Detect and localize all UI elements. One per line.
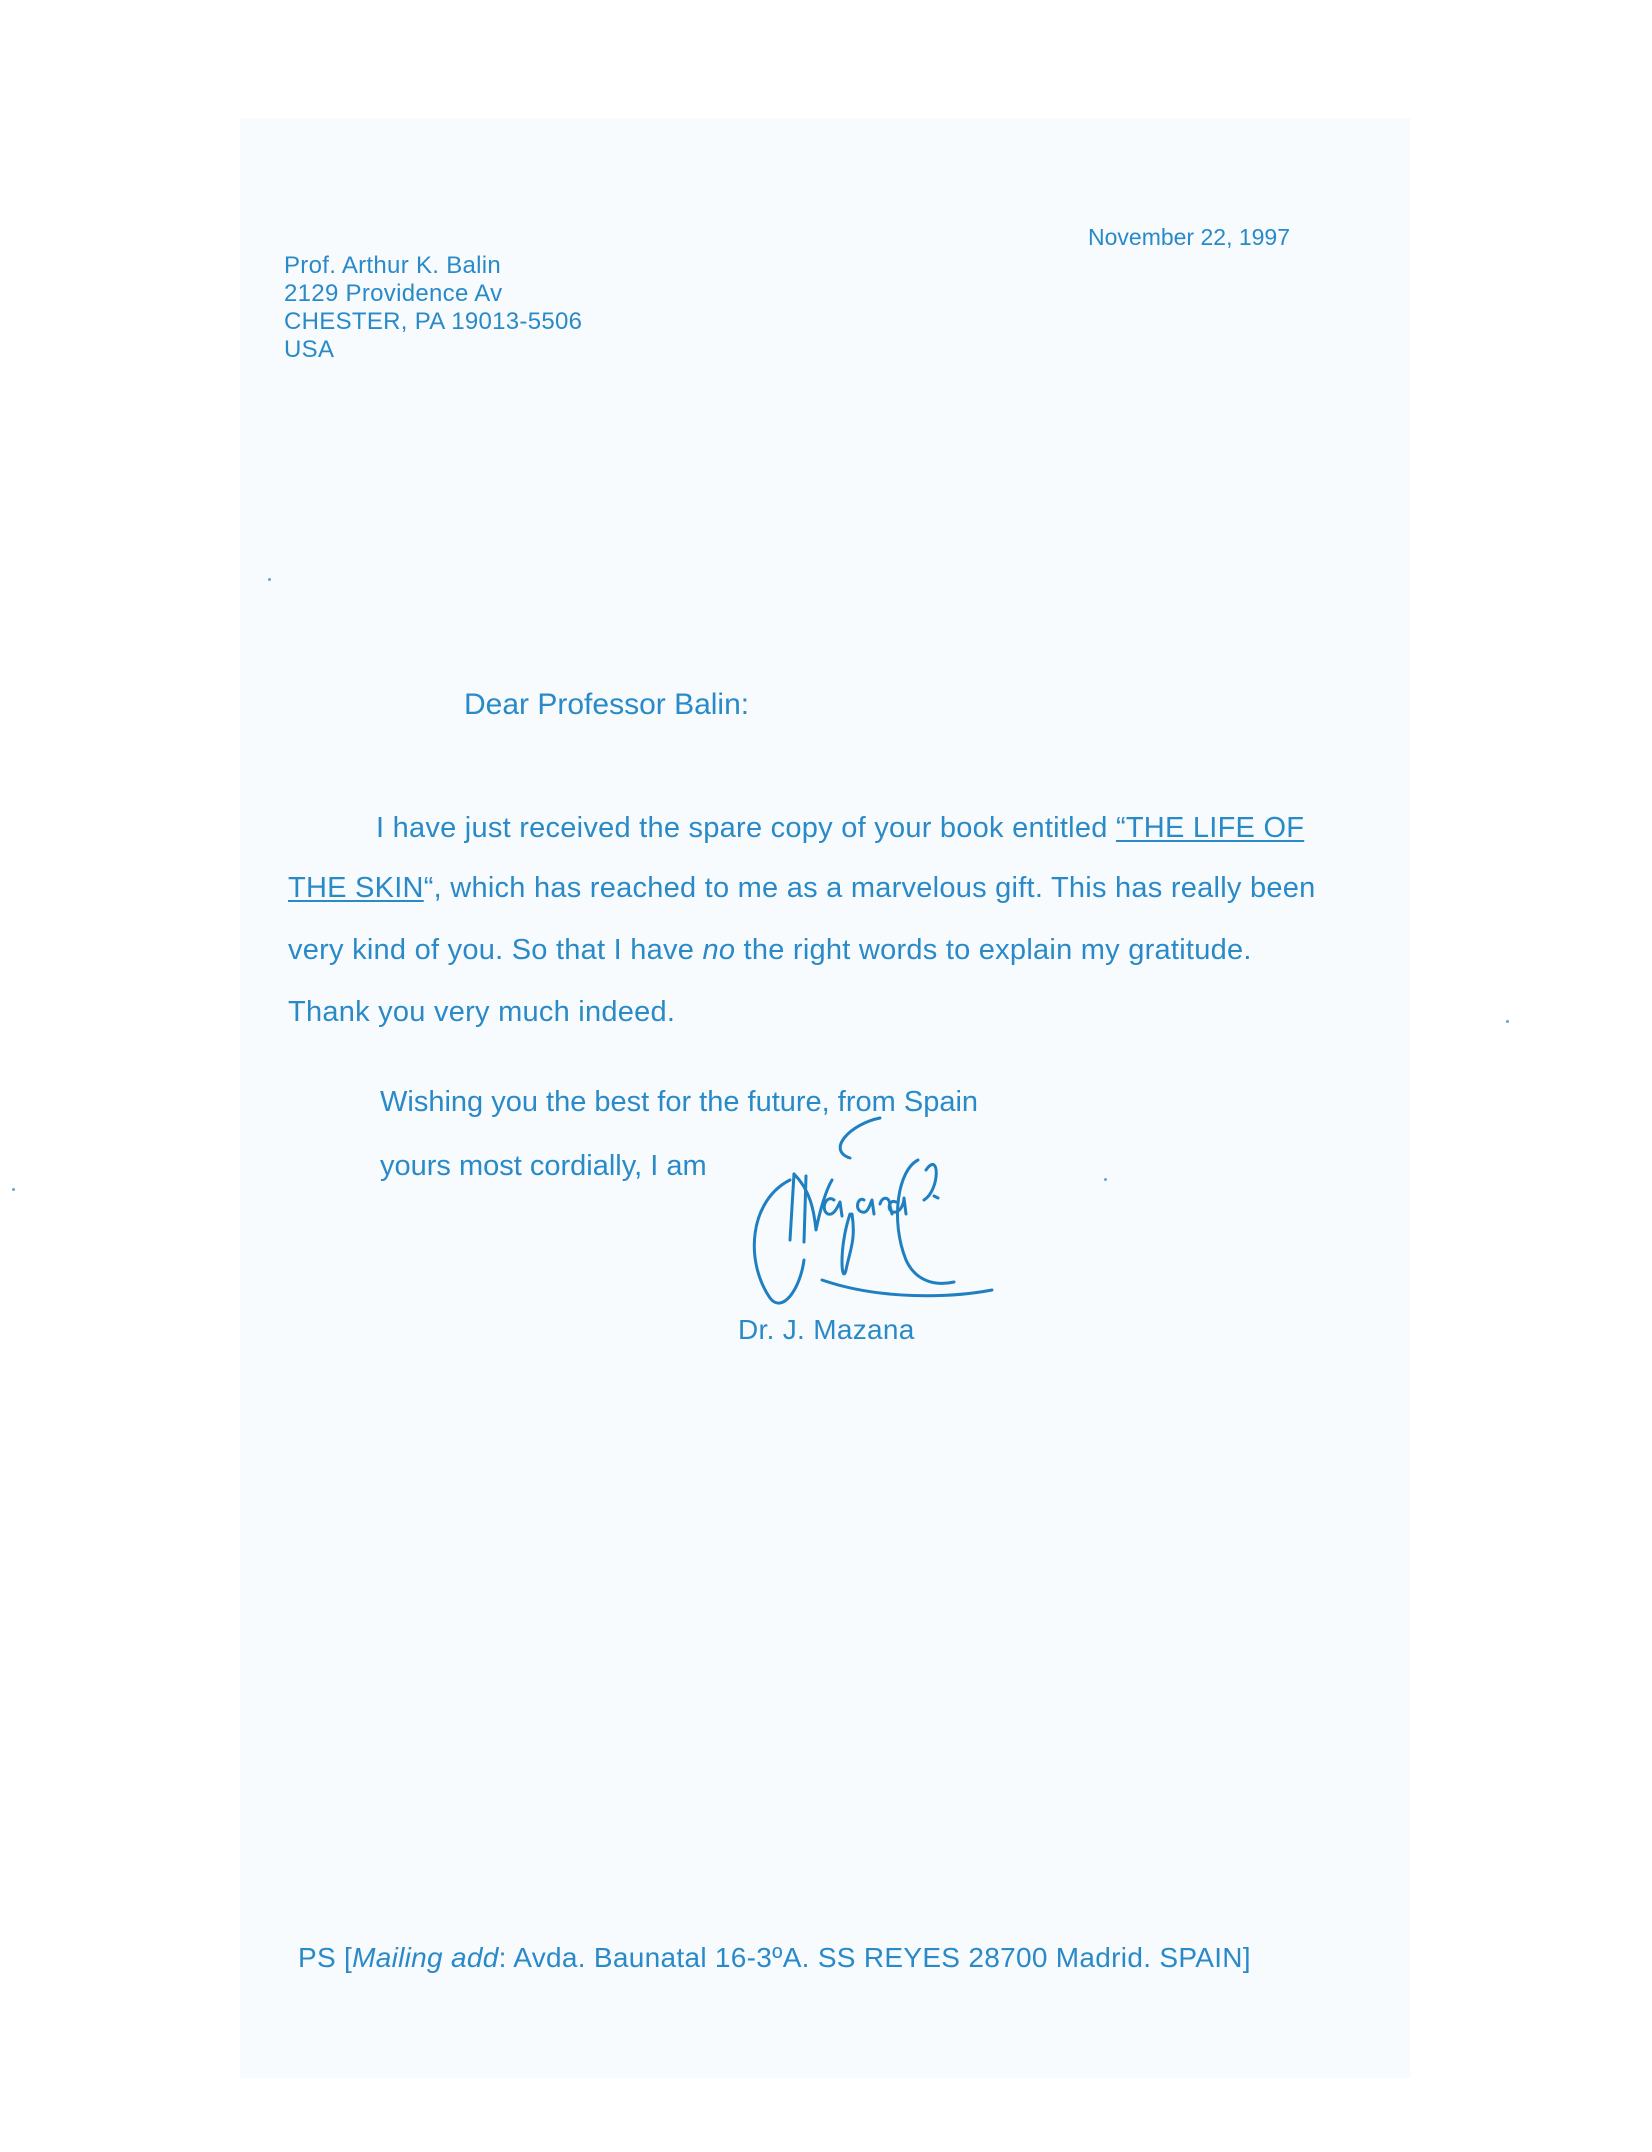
recipient-street: 2129 Providence Av: [284, 280, 503, 307]
body-text: “, which has reached to me as a marvelous gift. This has really been: [423, 872, 1316, 904]
paper-speck: [12, 1188, 15, 1191]
salutation: Dear Professor Balin:: [464, 688, 750, 721]
ps-address: : Avda. Baunatal 16-3ºA. SS REYES 28700 Madrid. SPAIN]: [498, 1942, 1251, 1973]
recipient-city: CHESTER, PA 19013-5506: [284, 308, 583, 335]
paper-speck: [268, 578, 271, 581]
book-title-part-2: THE SKIN: [288, 872, 424, 904]
body-line-3: [288, 934, 1252, 967]
postscript-mailing-address: [298, 1942, 1251, 1974]
ps-label: Mailing add: [352, 1942, 499, 1973]
body-line-1: [376, 812, 1304, 845]
letter-date: November 22, 1997: [1088, 224, 1291, 250]
ps-prefix: PS [: [298, 1942, 353, 1973]
recipient-name: Prof. Arthur K. Balin: [284, 252, 502, 279]
body-text: very kind of you. So that I have: [288, 934, 703, 966]
book-title-part-1: “THE LIFE OF: [1115, 812, 1305, 844]
body-text: I have just received the spare copy of your book entitled: [376, 812, 1116, 844]
body-text: the right words to explain my gratitude.: [735, 934, 1252, 966]
emphasis-word: no: [702, 934, 736, 966]
signer-name: Dr. J. Mazana: [738, 1314, 915, 1345]
paper-speck: [1104, 1178, 1107, 1181]
body-line-2: [288, 872, 1315, 905]
handwritten-signature: [730, 1110, 1000, 1320]
closing-line-2: yours most cordially, I am: [380, 1150, 707, 1182]
recipient-country: USA: [284, 336, 335, 363]
paper-speck: [1506, 1020, 1509, 1023]
body-line-4: Thank you very much indeed.: [288, 996, 676, 1028]
closing-line-1: Wishing you the best for the future, from Spain: [380, 1086, 979, 1118]
